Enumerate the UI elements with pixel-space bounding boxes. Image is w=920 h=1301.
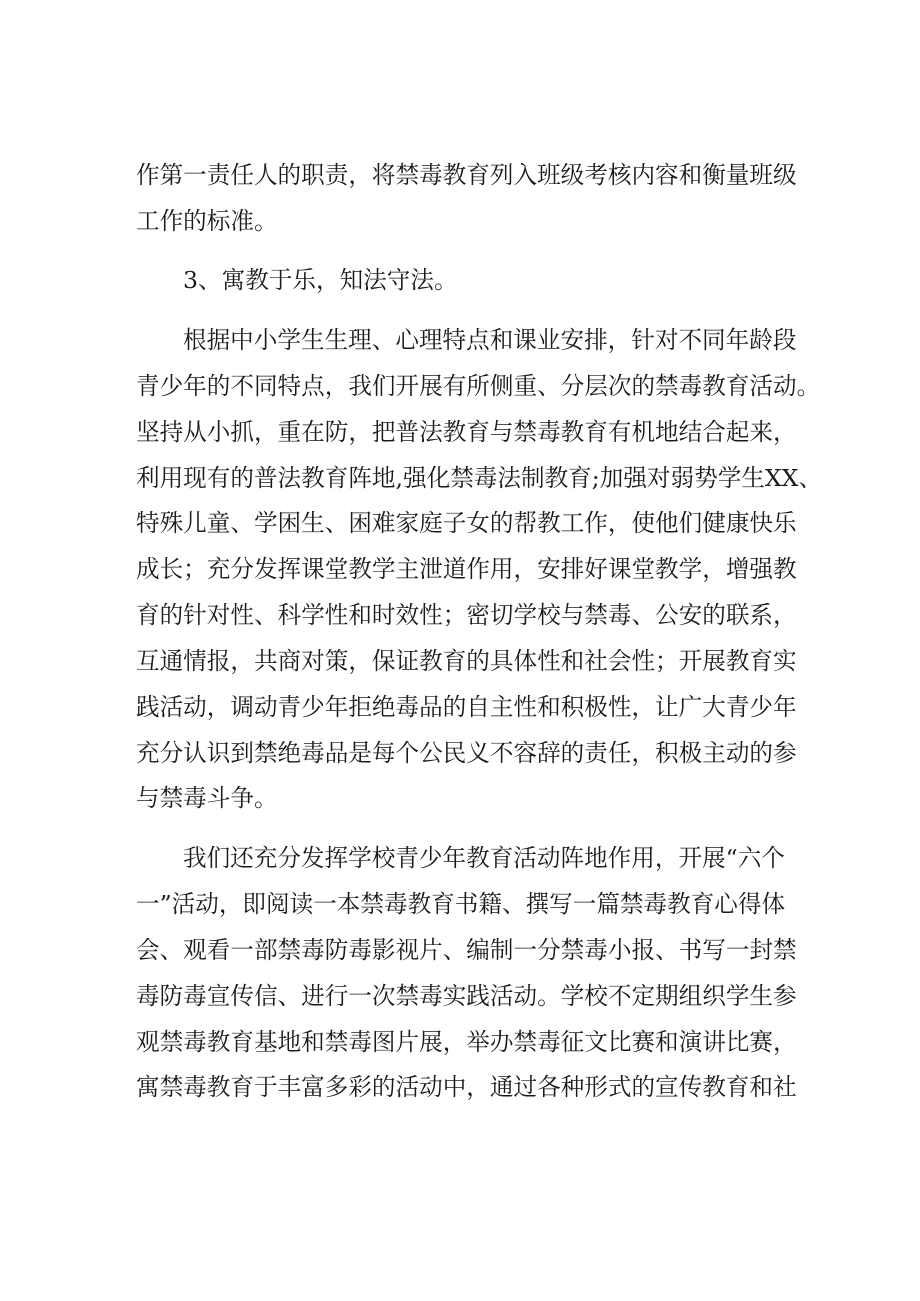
text-line-9: 成长；充分发挥课堂教学主泄道作用，安排好课堂教学，增强教 — [136, 555, 797, 583]
text-line-14: 与禁毒斗争。 — [136, 784, 278, 812]
text-line-10: 育的针对性、科学性和时效性；密切学校与禁毒、公安的联系， — [136, 601, 797, 629]
text-line-19: 观禁毒教育基地和禁毒图片展，举办禁毒征文比赛和演讲比赛， — [136, 1028, 797, 1056]
text-line-13: 充分认识到禁绝毒品是每个公民义不容辞的责任，积极主动的参 — [136, 739, 797, 767]
text-line-11: 互通情报，共商对策，保证教育的具体性和社会性；开展教育实 — [136, 647, 797, 675]
text-line-2: 工作的标准。 — [136, 207, 278, 235]
text-line-6: 坚持从小抓，重在防，把普法教育与禁毒教育有机地结合起来， — [136, 418, 797, 446]
text-line-20: 寓禁毒教育于丰富多彩的活动中，通过各种形式的宣传教育和社 — [136, 1073, 797, 1101]
text-line-17: 会、观看一部禁毒防毒影视片、编制一分禁毒小报、书写一封禁 — [136, 936, 797, 964]
text-line-12: 践活动，调动青少年拒绝毒品的自主性和积极性，让广大青少年 — [136, 693, 797, 721]
text-line-16: 一”活动，即阅读一本禁毒教育书籍、撰写一篇禁毒教育心得体 — [136, 890, 786, 918]
text-line-8: 特殊儿童、学困生、困难家庭子女的帮教工作，使他们健康快乐 — [136, 509, 797, 537]
text-line-5: 青少年的不同特点，我们开展有所侧重、分层次的禁毒教育活动。 — [136, 372, 821, 400]
text-line-4: 根据中小学生生理、心理特点和课业安排，针对不同年龄段 — [183, 326, 797, 354]
text-line-7: 利用现有的普法教育阵地,强化禁毒法制教育;加强对弱势学生XX、 — [136, 464, 823, 492]
section-heading: 3、寓教于乐，知法守法。 — [183, 266, 458, 294]
text-line-18: 毒防毒宣传信、进行一次禁毒实践活动。学校不定期组织学生参 — [136, 982, 797, 1010]
text-line-15: 我们还充分发挥学校青少年教育活动阵地作用，开展“六个 — [183, 844, 785, 872]
text-line-1: 作第一责任人的职责，将禁毒教育列入班级考核内容和衡量班级 — [136, 161, 797, 189]
